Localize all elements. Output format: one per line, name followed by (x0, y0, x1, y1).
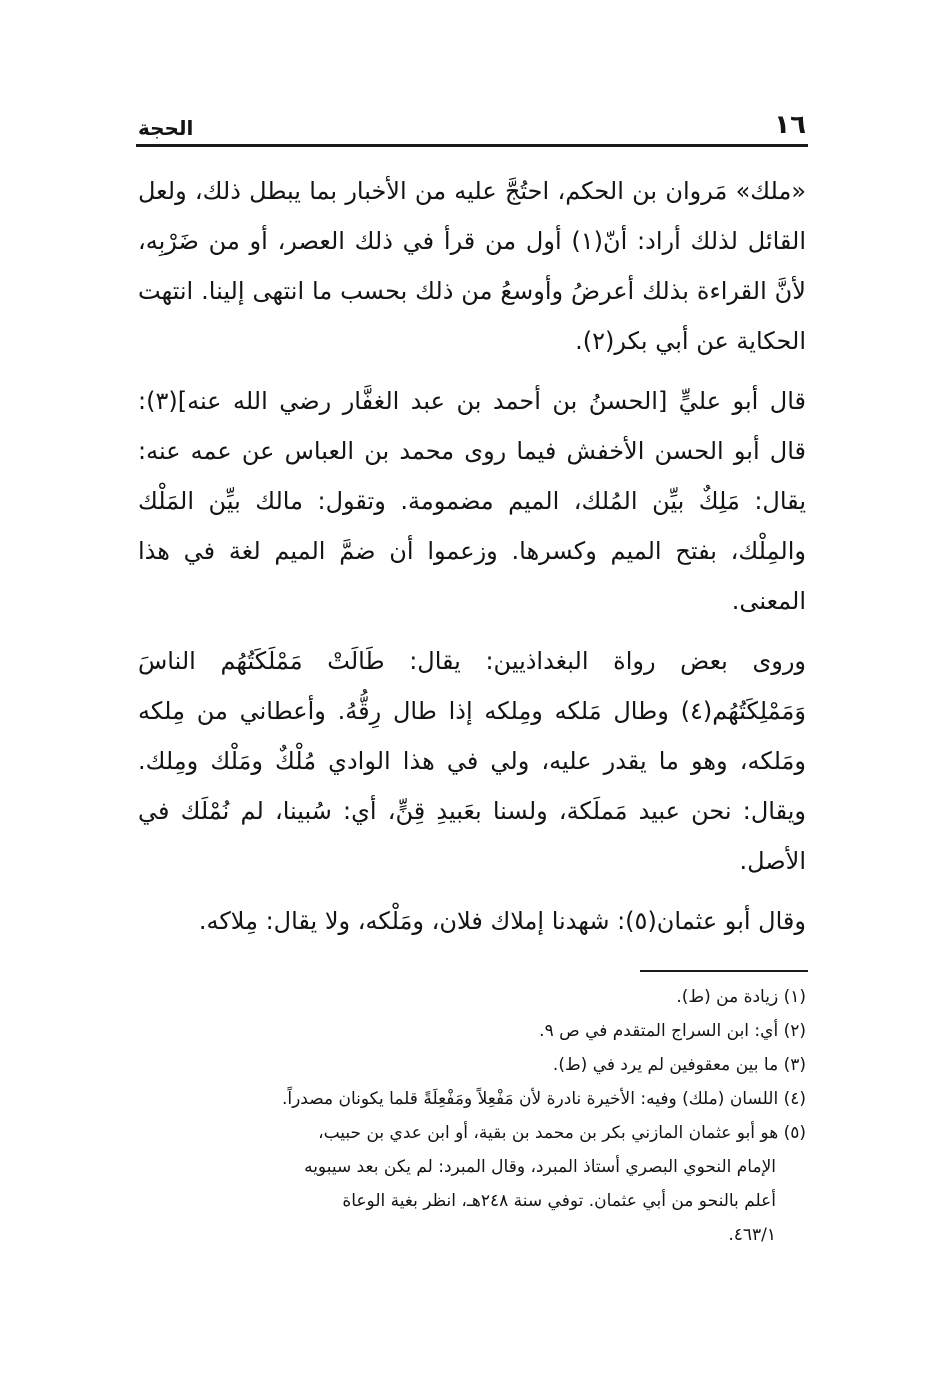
footnote-4: (٤) اللسان (ملك) وفيه: الأخيرة نادرة لأن مَفْعِلاً ومَفْعِلَةً قلما يكونان مصدراً. (281, 1089, 806, 1109)
footnote-3: (٣) ما بين معقوفين لم يرد في (ط). (552, 1055, 806, 1075)
running-title: الحجة (138, 116, 194, 140)
footnote-rule (640, 970, 808, 972)
footnotes (138, 980, 806, 1252)
paragraph-4: وقال أبو عثمان(٥): شهدنا إملاك فلان، ومَلْكه، ولا يقال: مِلاكه. (198, 907, 806, 935)
footnote-2: (٢) أي: ابن السراج المتقدم في ص ٩. (539, 1021, 806, 1041)
paragraph-3: وروى بعض رواة البغداذيين: يقال: طَالَتْ مَمْلَكَتُهُم الناسَ وَمَمْلِكَتُهُم(٤) وطال مَلكه ومِلكه إذا طال رِقُّهُ. وأعطاني من مِلكه ومَلكه، وهو ما يقدر عليه، ولي في هذا الوادي مُلْكٌ ومَلْك ومِلك. ويقال: نحن عبيد مَملَكة، ولسنا بعَبيدِ قِنٍّ، أي: سُبينا، لم نُمْلَك في الأصل. (138, 647, 806, 875)
paragraph-2: قال أبو عليٍّ [الحسنُ بن أحمد بن عبد الغفَّار رضي الله عنه](٣): قال أبو الحسن الأخفش فيما روى محمد بن العباس عن عمه عنه: يقال: مَلِكٌ بيِّن المُلك، الميم مضمومة. وتقول: مالك بيِّن المَلْك والمِلْك، بفتح الميم وكسرها. وزعموا أن ضمَّ الميم لغة في هذا المعنى. (138, 387, 806, 615)
footnote-5-line-4: ٤٦٣/١. (728, 1225, 776, 1245)
footnote-5: (٥) هو أبو عثمان المازني بكر بن محمد بن بقية، أو ابن عدي بن حبيب، (318, 1123, 806, 1143)
paragraph-1: «ملك» مَروان بن الحكم، احتُجَّ عليه من الأخبار بما يبطل ذلك، ولعل القائل لذلك أراد: أنّ(١) أول من قرأ في ذلك العصر، أو من ضَرْبِه، لأنَّ القراءة بذلك أعرضُ وأوسعُ من ذلك بحسب ما انتهى إلينا. انتهت الحكاية عن أبي بكر(٢). (138, 177, 807, 355)
page-header (138, 100, 806, 140)
footnote-5-line-2: الإمام النحوي البصري أستاذ المبرد، وقال المبرد: لم يكن بعد سيبويه (304, 1157, 776, 1177)
page-number: ١٦ (774, 110, 806, 140)
footnote-1: (١) زيادة من (ط). (676, 987, 806, 1007)
main-text (138, 166, 806, 956)
header-rule (136, 144, 808, 147)
footnote-5-line-3: أعلم بالنحو من أبي عثمان. توفي سنة ٢٤٨هـ، انظر بغية الوعاة (342, 1191, 776, 1211)
